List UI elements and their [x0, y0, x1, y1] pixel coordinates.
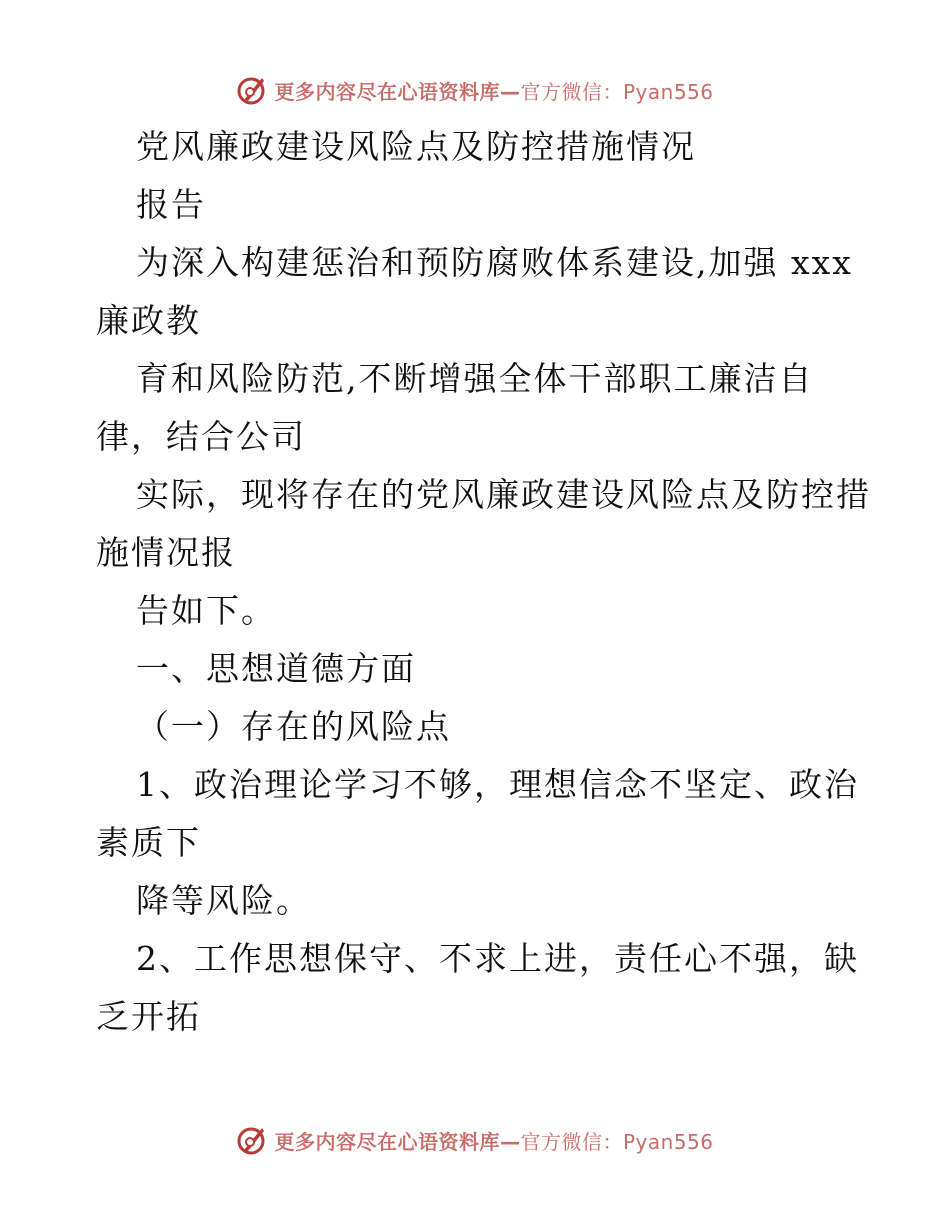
watermark-wechat-label: 官方微信：	[520, 79, 623, 104]
watermark-wechat-id: Pyan556	[622, 1129, 714, 1154]
watermark-dash: —	[499, 1129, 521, 1154]
watermark-main: 更多内容尽在心语资料库	[274, 1129, 500, 1154]
watermark-wechat-id: Pyan556	[622, 79, 714, 104]
footer-watermark	[0, 1120, 950, 1160]
watermark-wechat-label: 官方微信：	[520, 1129, 623, 1154]
header-watermark	[0, 70, 950, 110]
paragraph-line: 实际，现将存在的党风廉政建设风险点及防控措	[136, 475, 871, 514]
list-item-continuation: 素质下	[96, 823, 201, 862]
quill-seal-icon	[236, 74, 268, 106]
watermark-text	[274, 1126, 713, 1155]
paragraph-line: 施情况报	[96, 533, 236, 572]
section-heading: 一、思想道德方面	[136, 649, 416, 688]
subsection-heading: （一）存在的风险点	[136, 707, 451, 746]
paragraph-line: 律，结合公司	[96, 417, 306, 456]
quill-seal-icon	[236, 1124, 268, 1156]
paragraph-line: 为深入构建惩治和预防腐败体系建设,加强 xxx	[136, 243, 853, 282]
list-item: 2、工作思想保守、不求上进，责任心不强，缺	[136, 939, 859, 978]
paragraph-line: 告如下。	[136, 591, 276, 630]
doc-title-line-1: 党风廉政建设风险点及防控措施情况	[136, 127, 696, 166]
watermark-dash: —	[499, 79, 521, 104]
watermark-text	[274, 76, 713, 105]
doc-title-line-2: 报告	[136, 185, 206, 224]
list-item-continuation: 降等风险。	[136, 881, 311, 920]
list-item-continuation: 乏开拓	[96, 997, 201, 1036]
watermark-main: 更多内容尽在心语资料库	[274, 79, 500, 104]
list-item: 1、政治理论学习不够，理想信念不坚定、政治	[136, 765, 859, 804]
paragraph-line: 廉政教	[96, 301, 201, 340]
paragraph-line: 育和风险防范,不断增强全体干部职工廉洁自	[136, 359, 814, 398]
